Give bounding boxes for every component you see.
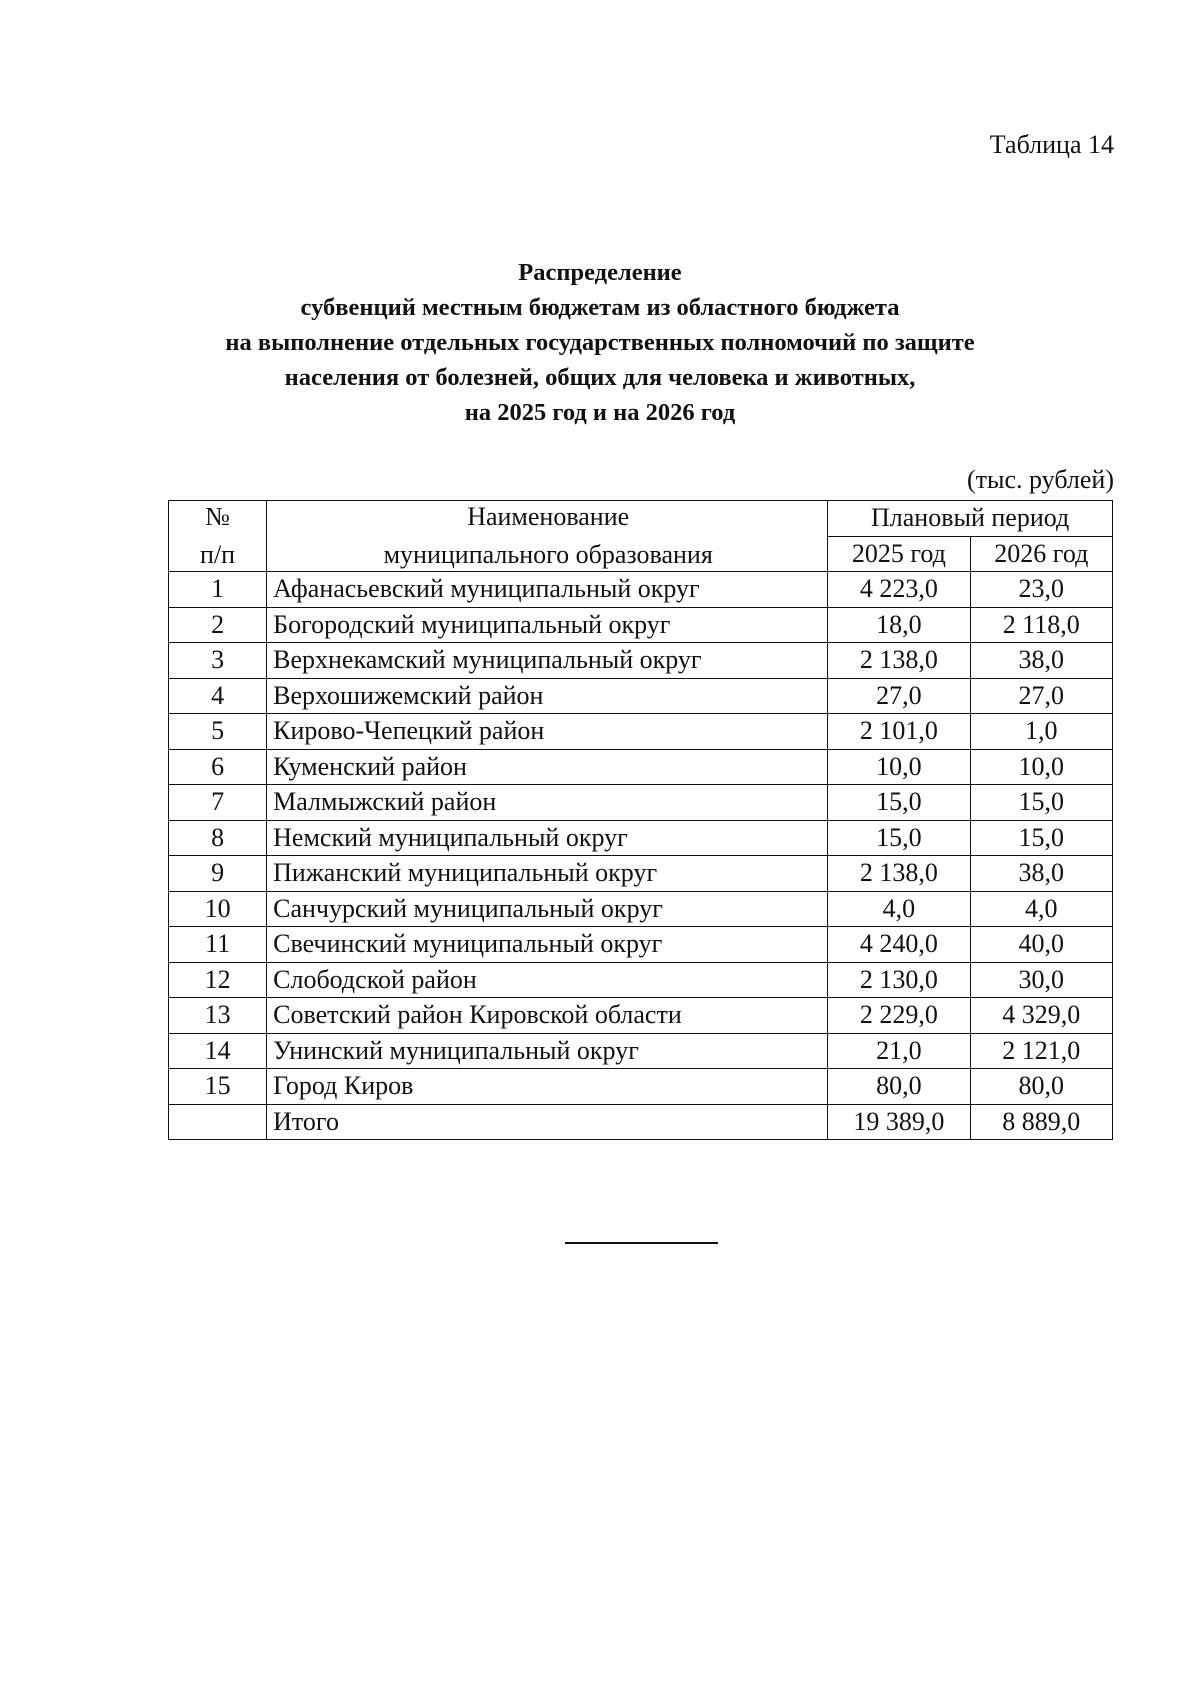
row-value-2025: 2 229,0	[828, 998, 970, 1034]
row-municipality-name: Свечинский муниципальный округ	[267, 927, 828, 963]
row-value-2026: 23,0	[970, 572, 1112, 608]
row-value-2025: 21,0	[828, 1033, 970, 1069]
header-year-2026: 2026 год	[970, 536, 1112, 572]
row-value-2025: 80,0	[828, 1069, 970, 1105]
row-value-2025: 2 138,0	[828, 856, 970, 892]
total-value-2025: 19 389,0	[828, 1104, 970, 1140]
table-row	[169, 856, 1113, 892]
total-label: Итого	[267, 1104, 828, 1140]
row-value-2025: 2 130,0	[828, 962, 970, 998]
row-municipality-name: Богородский муниципальный округ	[267, 607, 828, 643]
row-municipality-name: Малмыжский район	[267, 785, 828, 821]
row-municipality-name: Слободской район	[267, 962, 828, 998]
row-value-2026: 15,0	[970, 785, 1112, 821]
row-municipality-name: Кирово-Чепецкий район	[267, 714, 828, 750]
header-name-line2: муниципального образования	[383, 540, 713, 569]
row-value-2026: 38,0	[970, 643, 1112, 679]
row-number: 14	[169, 1033, 267, 1069]
table-row	[169, 785, 1113, 821]
title-line: на 2025 год и на 2026 год	[464, 399, 736, 426]
table-body	[169, 572, 1113, 1140]
row-value-2025: 4,0	[828, 891, 970, 927]
table-row	[169, 891, 1113, 927]
row-value-2025: 10,0	[828, 749, 970, 785]
subvention-table	[168, 500, 1113, 1140]
title-line: субвенций местным бюджетам из областного бюджета	[300, 294, 900, 321]
end-rule	[565, 1242, 718, 1244]
total-number-empty	[169, 1104, 267, 1140]
row-number: 3	[169, 643, 267, 679]
row-value-2026: 27,0	[970, 678, 1112, 714]
row-number: 6	[169, 749, 267, 785]
row-number: 13	[169, 998, 267, 1034]
row-value-2026: 4 329,0	[970, 998, 1112, 1034]
row-municipality-name: Город Киров	[267, 1069, 828, 1105]
row-number: 9	[169, 856, 267, 892]
row-number: 8	[169, 820, 267, 856]
header-number-line2: п/п	[200, 540, 236, 569]
table-row	[169, 749, 1113, 785]
row-value-2025: 15,0	[828, 820, 970, 856]
row-value-2025: 4 240,0	[828, 927, 970, 963]
row-number: 7	[169, 785, 267, 821]
table-row	[169, 714, 1113, 750]
header-row	[169, 501, 1113, 537]
row-municipality-name: Верхошижемский район	[267, 678, 828, 714]
row-number: 15	[169, 1069, 267, 1105]
table-number: Таблица 14	[989, 130, 1114, 159]
row-number: 4	[169, 678, 267, 714]
document-title	[150, 255, 1050, 430]
row-number: 10	[169, 891, 267, 927]
row-value-2026: 1,0	[970, 714, 1112, 750]
row-value-2026: 10,0	[970, 749, 1112, 785]
row-municipality-name: Афанасьевский муниципальный округ	[267, 572, 828, 608]
row-value-2025: 2 138,0	[828, 643, 970, 679]
table-row	[169, 962, 1113, 998]
header-name	[267, 501, 828, 572]
table-row	[169, 678, 1113, 714]
row-value-2026: 2 118,0	[970, 607, 1112, 643]
row-number: 2	[169, 607, 267, 643]
header-number	[169, 501, 267, 572]
total-value-2026: 8 889,0	[970, 1104, 1112, 1140]
row-value-2026: 38,0	[970, 856, 1112, 892]
row-number: 5	[169, 714, 267, 750]
title-line: населения от болезней, общих для человека и животных,	[284, 364, 916, 391]
row-municipality-name: Пижанский муниципальный округ	[267, 856, 828, 892]
row-value-2026: 2 121,0	[970, 1033, 1112, 1069]
table-row	[169, 643, 1113, 679]
table-row	[169, 820, 1113, 856]
row-municipality-name: Верхнекамский муниципальный округ	[267, 643, 828, 679]
row-value-2025: 27,0	[828, 678, 970, 714]
row-number: 11	[169, 927, 267, 963]
row-value-2026: 30,0	[970, 962, 1112, 998]
row-number: 12	[169, 962, 267, 998]
title-line: на выполнение отдельных государственных полномочий по защите	[225, 329, 975, 356]
row-value-2026: 15,0	[970, 820, 1112, 856]
row-value-2025: 18,0	[828, 607, 970, 643]
row-value-2026: 40,0	[970, 927, 1112, 963]
row-municipality-name: Советский район Кировской области	[267, 998, 828, 1034]
total-row	[169, 1104, 1113, 1140]
row-value-2025: 2 101,0	[828, 714, 970, 750]
title-line: Распределение	[518, 259, 682, 286]
row-value-2026: 4,0	[970, 891, 1112, 927]
header-name-line1: Наименование	[467, 502, 630, 531]
row-municipality-name: Куменский район	[267, 749, 828, 785]
row-value-2025: 15,0	[828, 785, 970, 821]
row-value-2025: 4 223,0	[828, 572, 970, 608]
row-municipality-name: Санчурский муниципальный округ	[267, 891, 828, 927]
row-number: 1	[169, 572, 267, 608]
table-row	[169, 607, 1113, 643]
table-row	[169, 1033, 1113, 1069]
row-value-2026: 80,0	[970, 1069, 1112, 1105]
row-municipality-name: Унинский муниципальный округ	[267, 1033, 828, 1069]
header-number-line1: №	[205, 502, 230, 531]
unit-label: (тыс. рублей)	[966, 465, 1114, 494]
table-row	[169, 998, 1113, 1034]
header-year-2025: 2025 год	[828, 536, 970, 572]
row-municipality-name: Немский муниципальный округ	[267, 820, 828, 856]
table-row	[169, 1069, 1113, 1105]
header-planning-period: Плановый период	[828, 501, 1113, 537]
table-row	[169, 927, 1113, 963]
table-row	[169, 572, 1113, 608]
